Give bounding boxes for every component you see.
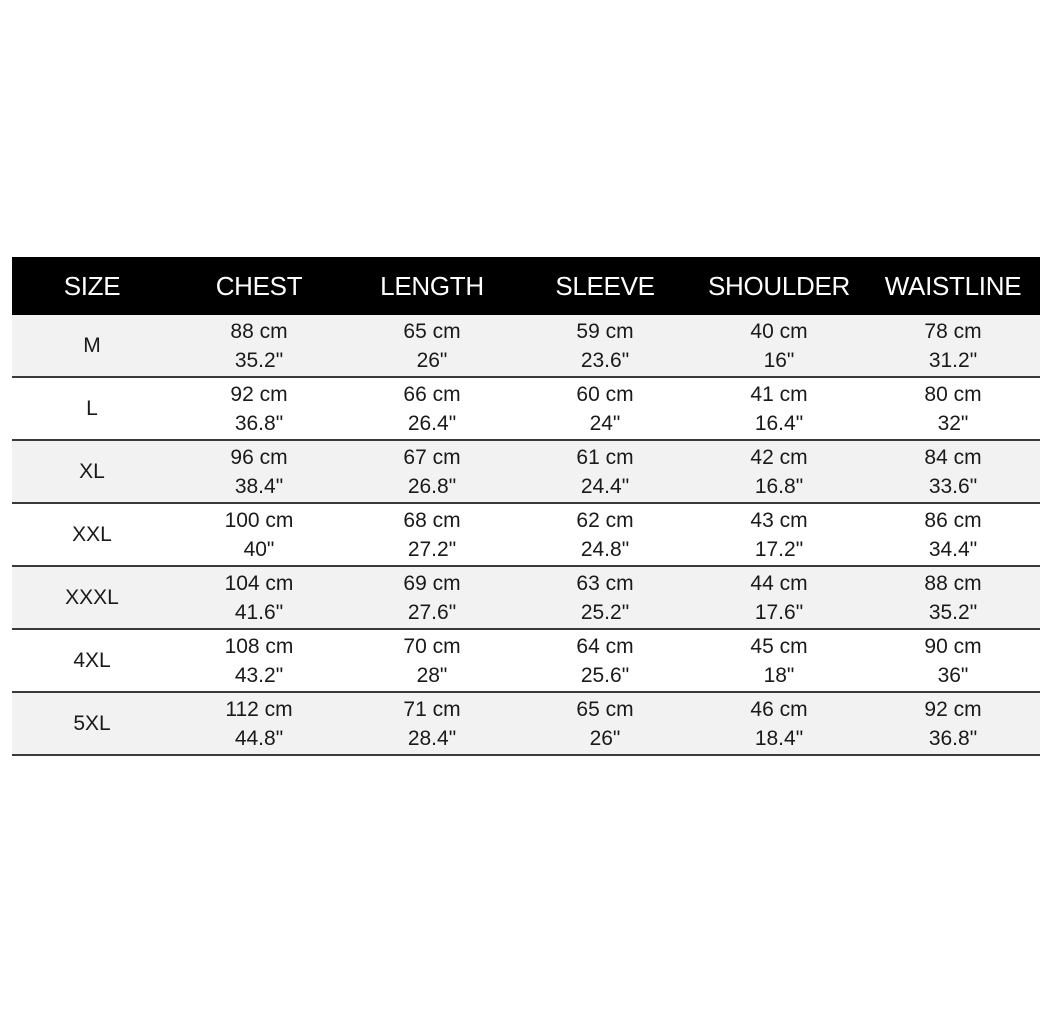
measurement-inch: 38.4" [234,474,284,498]
shoulder-cell [692,566,866,629]
sleeve-cell [518,692,692,755]
shoulder-cell [692,629,866,692]
chest-cell [172,503,346,566]
measurement-cm: 63 cm [576,571,634,595]
measurement-cm: 92 cm [924,697,982,721]
size-chart-table [12,257,1040,756]
measurement-inch: 36.8" [234,411,284,435]
measurement-cm: 46 cm [750,697,808,721]
measurement-inch: 34.4" [928,537,978,561]
sleeve-cell [518,566,692,629]
waistline-cell [866,440,1040,503]
header-sleeve: SLEEVE [518,257,692,315]
table-row [12,629,1040,692]
measurement-cm: 80 cm [924,382,982,406]
measurement-inch: 26" [589,726,621,750]
measurement-cm: 60 cm [576,382,634,406]
measurement-inch: 26.8" [407,474,457,498]
size-cell [12,629,172,692]
table-row [12,692,1040,755]
measurement-cm: 108 cm [224,634,294,658]
waistline-cell [866,503,1040,566]
size-cell [12,503,172,566]
length-cell [346,692,518,755]
header-chest: CHEST [172,257,346,315]
table-row [12,377,1040,440]
measurement-inch: 32" [937,411,969,435]
chest-cell [172,692,346,755]
measurement-inch: 16" [763,348,795,372]
measurement-cm: 88 cm [924,571,982,595]
chest-cell [172,566,346,629]
measurement-inch: 44.8" [234,726,284,750]
measurement-inch: 41.6" [234,600,284,624]
measurement-cm: 71 cm [403,697,461,721]
size-label: XL [79,459,105,483]
measurement-cm: 88 cm [230,319,288,343]
measurement-cm: 78 cm [924,319,982,343]
size-cell [12,566,172,629]
shoulder-cell [692,503,866,566]
sleeve-cell [518,629,692,692]
measurement-inch: 28" [416,663,448,687]
length-cell [346,503,518,566]
waistline-cell [866,629,1040,692]
measurement-inch: 16.4" [754,411,804,435]
waistline-cell [866,377,1040,440]
size-label: 5XL [73,711,111,735]
measurement-inch: 36" [937,663,969,687]
measurement-inch: 24.4" [580,474,630,498]
sleeve-cell [518,440,692,503]
measurement-cm: 96 cm [230,445,288,469]
measurement-cm: 61 cm [576,445,634,469]
measurement-inch: 28.4" [407,726,457,750]
measurement-cm: 41 cm [750,382,808,406]
table-row [12,440,1040,503]
measurement-cm: 45 cm [750,634,808,658]
header-length: LENGTH [346,257,518,315]
measurement-cm: 65 cm [403,319,461,343]
measurement-cm: 84 cm [924,445,982,469]
measurement-cm: 92 cm [230,382,288,406]
measurement-inch: 17.2" [754,537,804,561]
size-label: XXXL [65,585,119,609]
measurement-inch: 24" [589,411,621,435]
measurement-cm: 100 cm [224,508,294,532]
sleeve-cell [518,377,692,440]
chest-cell [172,629,346,692]
measurement-inch: 27.6" [407,600,457,624]
header-waistline: WAISTLINE [866,257,1040,315]
size-label: 4XL [73,648,111,672]
measurement-cm: 64 cm [576,634,634,658]
measurement-inch: 43.2" [234,663,284,687]
measurement-inch: 25.2" [580,600,630,624]
measurement-inch: 33.6" [928,474,978,498]
measurement-cm: 62 cm [576,508,634,532]
length-cell [346,315,518,377]
measurement-cm: 112 cm [225,697,293,721]
measurement-cm: 40 cm [750,319,808,343]
measurement-inch: 26.4" [407,411,457,435]
header-size: SIZE [12,257,172,315]
measurement-inch: 27.2" [407,537,457,561]
chest-cell [172,377,346,440]
measurement-inch: 24.8" [580,537,630,561]
size-label: L [86,396,98,420]
shoulder-cell [692,692,866,755]
size-cell [12,440,172,503]
table-row [12,566,1040,629]
measurement-cm: 69 cm [403,571,461,595]
sleeve-cell [518,503,692,566]
measurement-cm: 44 cm [750,571,808,595]
measurement-inch: 16.8" [754,474,804,498]
size-cell [12,692,172,755]
measurement-cm: 43 cm [750,508,808,532]
measurement-cm: 66 cm [403,382,461,406]
measurement-inch: 36.8" [928,726,978,750]
measurement-inch: 40" [243,537,275,561]
shoulder-cell [692,315,866,377]
measurement-inch: 18" [763,663,795,687]
size-chart-body [12,315,1040,755]
measurement-cm: 90 cm [924,634,982,658]
sleeve-cell [518,315,692,377]
measurement-inch: 35.2" [928,600,978,624]
measurement-inch: 35.2" [234,348,284,372]
waistline-cell [866,315,1040,377]
size-label: XXL [72,522,112,546]
header-shoulder: SHOULDER [692,257,866,315]
size-cell [12,377,172,440]
size-cell [12,315,172,377]
measurement-inch: 25.6" [580,663,630,687]
measurement-cm: 68 cm [403,508,461,532]
chest-cell [172,440,346,503]
measurement-cm: 70 cm [403,634,461,658]
chest-cell [172,315,346,377]
waistline-cell [866,692,1040,755]
table-row [12,503,1040,566]
measurement-inch: 18.4" [754,726,804,750]
measurement-cm: 59 cm [576,319,634,343]
measurement-cm: 42 cm [750,445,808,469]
table-row [12,315,1040,377]
length-cell [346,440,518,503]
size-chart-header [12,257,1040,315]
length-cell [346,377,518,440]
measurement-cm: 86 cm [924,508,982,532]
measurement-inch: 26" [416,348,448,372]
header-row [12,257,1040,315]
measurement-inch: 17.6" [754,600,804,624]
measurement-inch: 23.6" [580,348,630,372]
length-cell [346,629,518,692]
measurement-inch: 31.2" [928,348,978,372]
size-label: M [83,333,101,357]
waistline-cell [866,566,1040,629]
shoulder-cell [692,377,866,440]
measurement-cm: 65 cm [576,697,634,721]
measurement-cm: 67 cm [403,445,461,469]
measurement-cm: 104 cm [224,571,294,595]
shoulder-cell [692,440,866,503]
length-cell [346,566,518,629]
